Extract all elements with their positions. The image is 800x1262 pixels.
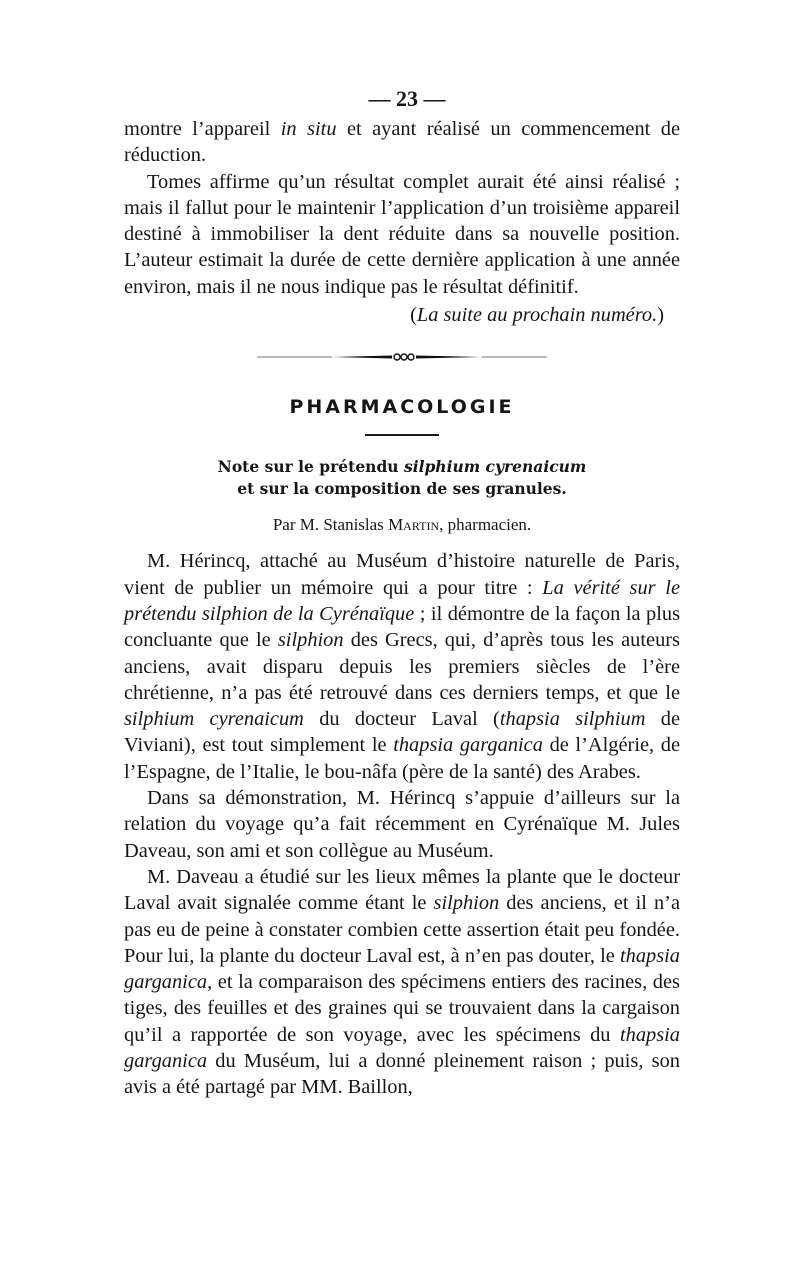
ornament-rule-icon [252,351,552,363]
latin-term: thapsia garganica [124,1023,680,1073]
byline-suffix: , pharmacien. [439,515,532,535]
section-title: PHARMACOLOGIE [289,396,515,419]
page-number: — 23 — [368,86,446,111]
body-text: des Grecs, qui, d’après tous les auteurs anciens, avait disparu depuis les premiers siècles de l’ère chrétienne, n’a pas été retrouvé dans ces derniers temps, et que le [124,629,680,704]
body-text: M. Hérincq, attaché au Muséum d’histoire naturelle de Paris, vient de publier un mémoire qui a pour titre : [124,550,680,599]
body-text: de Viviani), est tout simplement le [124,708,680,757]
continuation-note [124,302,664,328]
article-byline [124,514,680,536]
latin-term: in situ [280,118,337,140]
body-text: du docteur Laval ( [303,708,500,731]
body-text: , et la comparaison des spécimens entiers des racines, des tiges, des feuilles et des graines qui se trouvaient dans la cargaison qu’il a rapportée de son voyage, avec les spécimens du [124,971,680,1046]
continuation-text: La suite au prochain numéro. [416,304,658,327]
latin-term: silphion [433,892,500,915]
latin-term: silphion [277,629,344,652]
byline-prefix: Par M. Stanislas [272,515,389,535]
latin-term: silphium cyrenaicum [124,708,304,731]
title-rule [365,434,439,436]
book-page [124,82,680,1101]
article-title [124,456,680,500]
author-surname: Martin [388,515,440,535]
body-paragraph-3 [124,864,680,1101]
latin-term: thapsia garganica [393,734,543,757]
body-paragraph-1 [124,548,680,785]
latin-term: thapsia silphium [499,708,646,731]
body-text: du Muséum, lui a donné pleinement raison ; puis, son avis a été partagé par MM. Baillon, [124,1050,680,1099]
intro-paragraph-2: Tomes affirme qu’un résultat complet aurait été ainsi réalisé ; mais il fallut pour le maintenir l’application d’un troisième appareil destiné à immobiliser la dent réduite dans sa nouvelle position. L’auteur estimait la durée de cette dernière application à une année environ, mais il ne nous indique pas le résultat définitif. [124,170,680,298]
section-divider-ornament [124,350,680,364]
body-paragraph-2: Dans sa démonstration, M. Hérincq s’appuie d’ailleurs sur la relation du voyage qu’a fait récemment en Cyrénaïque M. Jules Daveau, son ami et son collègue au Muséum. [124,787,680,862]
body-text: de l’Algérie, de l’Espagne, de l’Italie, le bou-nâfa (père de la santé) des Arabes. [124,734,681,783]
cited-title: La vérité sur le prétendu silphion de la Cyrénaïque [124,576,680,625]
latin-term: thapsia garganica [124,944,680,994]
body-text: des anciens, et il n’a pas eu de peine à constater combien cette assertion était peu fondée. Pour lui, la plante du docteur Laval est, à n’en pas douter, le [124,892,680,967]
body-text: M. Daveau a étudié sur les lieux mêmes la plante que le docteur Laval avait signalée comme étant le [124,865,680,915]
intro-text: montre l’appareil [124,118,281,140]
title-text: Note sur le prétendu [217,457,404,477]
article-title-line-1 [124,456,680,478]
article-title-line-2: et sur la composition de ses granules. [237,479,567,499]
intro-paragraph-1 [124,116,680,169]
paren-open: ( [410,304,417,327]
intro-text: et ayant réalisé un commencement de réduction. [124,118,680,167]
body-text: ; il démontre de la façon la plus concluante que le [124,602,680,652]
paren-close: ) [657,304,664,327]
title-latin-term: silphium cyrenaicum [403,457,587,477]
